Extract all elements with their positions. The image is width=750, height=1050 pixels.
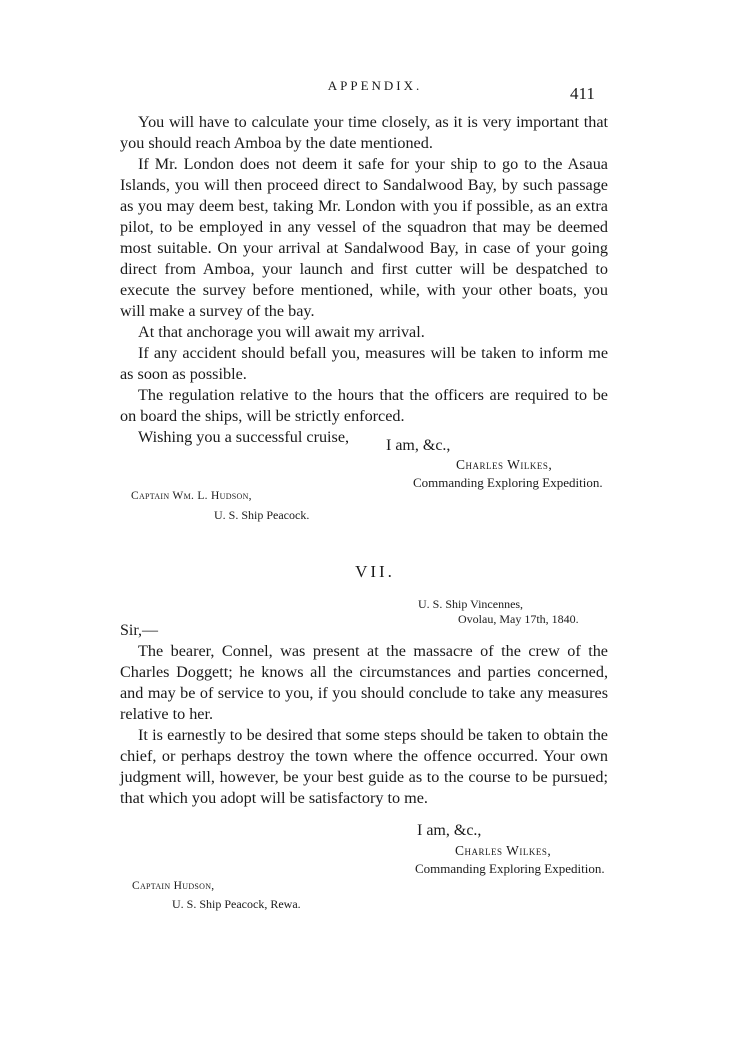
letter1-paragraph: If Mr. London does not deem it safe for your ship to go to the Asaua Islands, you will then proceed direct to Sandalwood Bay, by such passage as you may deem best, taking Mr. London with you if possible, as an extra pilot, to be employed in any vessel of the squadron that may be deemed most suitable. On your arrival at Sandalwood Bay, in case of your going direct from Amboa, your launch and first cutter will be despatched to execute the survey before mentioned, while, with your other boats, you will make a survey of the bay. bbox=[120, 155, 608, 320]
letter2-paragraph: The bearer, Connel, was present at the massacre of the crew of the Charles Doggett; he knows all the circumstances and parties concerned, and may be of service to you, if you should conclude to take any measures relative to her. bbox=[120, 642, 608, 723]
letter2-closing: I am, &c., bbox=[417, 822, 482, 839]
letter2-salutation: Sir,— bbox=[120, 622, 159, 639]
letter1-paragraph: At that anchorage you will await my arrival. bbox=[138, 323, 425, 341]
letter2-addressee-ship: U. S. Ship Peacock, Rewa. bbox=[172, 897, 301, 911]
letter1-paragraph: If any accident should befall you, measures will be taken to inform me as soon as possible. bbox=[120, 344, 608, 383]
letter2-signature-name: Charles Wilkes, bbox=[455, 843, 552, 858]
letter2-signature-title: Commanding Exploring Expedition. bbox=[415, 861, 605, 876]
running-head: APPENDIX. bbox=[327, 78, 423, 93]
letter1-closing: I am, &c., bbox=[386, 437, 451, 454]
letter1-body bbox=[120, 112, 608, 448]
section-numeral: VII. bbox=[355, 562, 395, 581]
letter2-addressee-name: Captain Hudson, bbox=[132, 880, 215, 892]
page-number: 411 bbox=[570, 84, 595, 103]
letter1-signature-title: Commanding Exploring Expedition. bbox=[413, 475, 603, 490]
letter2-dateline-ship: U. S. Ship Vincennes, bbox=[418, 597, 524, 611]
letter1-paragraph: You will have to calculate your time closely, as it is very important that you should reach Amboa by the date mentioned. bbox=[120, 113, 608, 152]
letter1-signature-name: Charles Wilkes, bbox=[456, 457, 553, 472]
letter1-addressee-name: Captain Wm. L. Hudson, bbox=[131, 490, 252, 502]
letter1-paragraph: The regulation relative to the hours that the officers are required to be on board the ships, will be strictly enforced. bbox=[120, 386, 608, 425]
letter2-dateline-place-date: Ovolau, May 17th, 1840. bbox=[458, 612, 579, 626]
letter1-paragraph: Wishing you a successful cruise, bbox=[138, 428, 350, 446]
letter1-addressee-ship: U. S. Ship Peacock. bbox=[214, 508, 310, 522]
letter2-paragraph: It is earnestly to be desired that some steps should be taken to obtain the chief, or perhaps destroy the town where the offence occurred. Your own judgment will, however, be your best guide as to the course to be pursued; that which you adopt will be satisfactory to me. bbox=[120, 726, 608, 807]
letter2-body bbox=[120, 641, 608, 809]
